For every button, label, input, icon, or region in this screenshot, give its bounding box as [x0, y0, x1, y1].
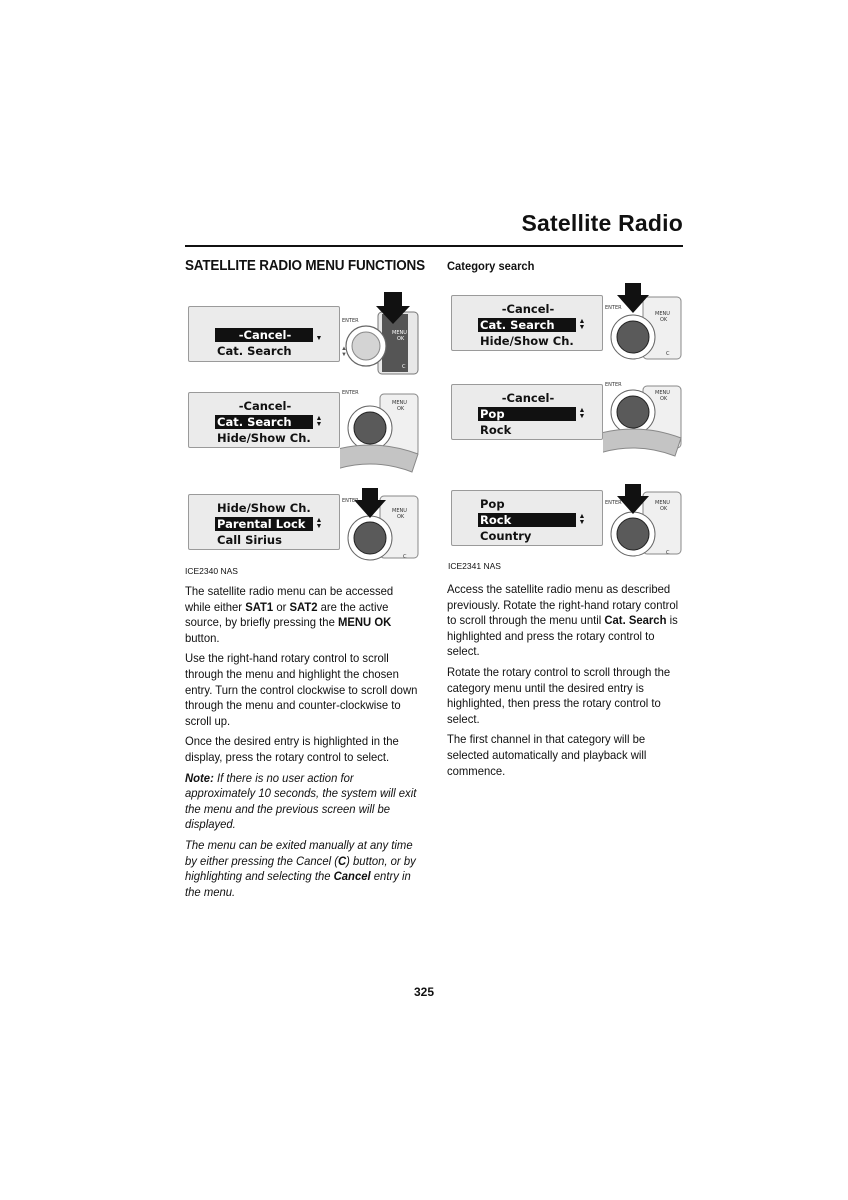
lcd-line: Hide/Show Ch. [217, 431, 311, 445]
lcd-line: -Cancel- [501, 302, 555, 316]
left-column [185, 584, 421, 905]
lcd-line: -Cancel- [501, 391, 555, 405]
page-title: Satellite Radio [521, 210, 683, 236]
page-number: 325 [413, 985, 435, 999]
sub-heading: Category search [447, 259, 535, 273]
paragraph: Once the desired entry is highlighted in the display, press the rotary control to select. [185, 734, 399, 764]
lcd-display [451, 384, 603, 440]
lcd-line: Rock [478, 513, 576, 527]
scroll-updown-icon: ▲ ▼ [315, 415, 323, 428]
svg-text:ENTER: ENTER [605, 500, 622, 506]
rotary-control [603, 368, 683, 458]
svg-text:OK: OK [660, 396, 668, 402]
svg-text:ENTER: ENTER [605, 305, 622, 311]
scroll-updown-icon: ▲ ▼ [578, 318, 586, 331]
scroll-down-icon: ▼ [315, 335, 323, 342]
svg-text:MENU: MENU [392, 330, 407, 336]
lcd-display [188, 494, 340, 550]
paragraph: The menu can be exited manually at any time by either pressing the Cancel (C) button, or by highlighting and selecting the Cancel entry in the menu. [185, 837, 416, 899]
lcd-display [188, 306, 340, 362]
svg-text:▼: ▼ [341, 352, 347, 358]
lcd-line: Hide/Show Ch. [217, 501, 311, 515]
svg-text:ENTER: ENTER [342, 498, 359, 504]
svg-text:MENU: MENU [392, 508, 407, 514]
lcd-display [451, 490, 603, 546]
svg-text:MENU: MENU [392, 400, 407, 406]
note: Note: If there is no user action for approximately 10 seconds, the system will exit the menu and the previous screen will be displayed. [185, 770, 417, 832]
lcd-line: Call Sirius [217, 533, 282, 547]
enter-label: ENTER [342, 318, 359, 324]
paragraph: Access the satellite radio menu as described previously. Rotate the right-hand rotary control to scroll through the menu until Cat. Search is highlighted and press the rotary control to select. [447, 582, 679, 659]
scroll-updown-icon: ▲ ▼ [578, 407, 586, 420]
svg-text:C: C [666, 550, 670, 556]
lcd-line: Cat. Search [478, 318, 576, 332]
title-rule [185, 245, 683, 247]
lcd-line: Pop [478, 407, 576, 421]
paragraph: Use the right-hand rotary control to scroll through the menu and highlight the chosen entry. Turn the control clockwise to scroll down through the menu and counter-clockwise to scroll up. [185, 651, 418, 728]
svg-text:C: C [666, 351, 670, 357]
svg-text:C: C [403, 554, 407, 560]
lcd-line: Parental Lock [215, 517, 313, 531]
lcd-line: Country [480, 529, 532, 543]
scroll-updown-icon: ▲ ▼ [578, 513, 586, 526]
svg-text:ENTER: ENTER [605, 382, 622, 388]
svg-text:▲: ▲ [341, 346, 347, 352]
lcd-display [188, 392, 340, 448]
svg-text:OK: OK [660, 317, 668, 323]
lcd-line: Pop [480, 497, 505, 511]
figure-label: ICE2341 NAS [448, 561, 501, 571]
rotary-control [603, 474, 683, 564]
paragraph: Rotate the rotary control to scroll through the category menu until the desired entry is highlighted, then press the rotary control to select. [447, 664, 671, 726]
figure-label: ICE2340 NAS [185, 566, 238, 576]
lcd-display [451, 295, 603, 351]
svg-text:MENU: MENU [655, 390, 670, 396]
svg-text:OK: OK [397, 336, 405, 342]
right-column [447, 582, 683, 784]
rotary-control [340, 290, 420, 380]
svg-text:OK: OK [397, 406, 405, 412]
svg-text:OK: OK [397, 514, 405, 520]
lcd-line: -Cancel- [215, 328, 313, 342]
lcd-line: Cat. Search [217, 344, 292, 358]
lcd-line: Cat. Search [215, 415, 313, 429]
scroll-updown-icon: ▲ ▼ [315, 517, 323, 530]
svg-text:MENU: MENU [655, 311, 670, 317]
lcd-line: Hide/Show Ch. [480, 334, 574, 348]
rotary-control [603, 279, 683, 369]
lcd-line: -Cancel- [238, 399, 292, 413]
svg-text:C: C [402, 364, 406, 370]
svg-text:OK: OK [660, 506, 668, 512]
rotary-control [340, 376, 420, 466]
lcd-line: Rock [480, 423, 512, 437]
paragraph: The first channel in that category will be selected automatically and playback will commence. [447, 732, 647, 778]
svg-text:MENU: MENU [655, 500, 670, 506]
paragraph: The satellite radio menu can be accessed while either SAT1 or SAT2 are the active source, by briefly pressing the MENU OK button. [185, 584, 394, 645]
rotary-control [340, 478, 420, 568]
svg-text:ENTER: ENTER [342, 390, 359, 396]
section-heading: SATELLITE RADIO MENU FUNCTIONS [185, 258, 425, 274]
